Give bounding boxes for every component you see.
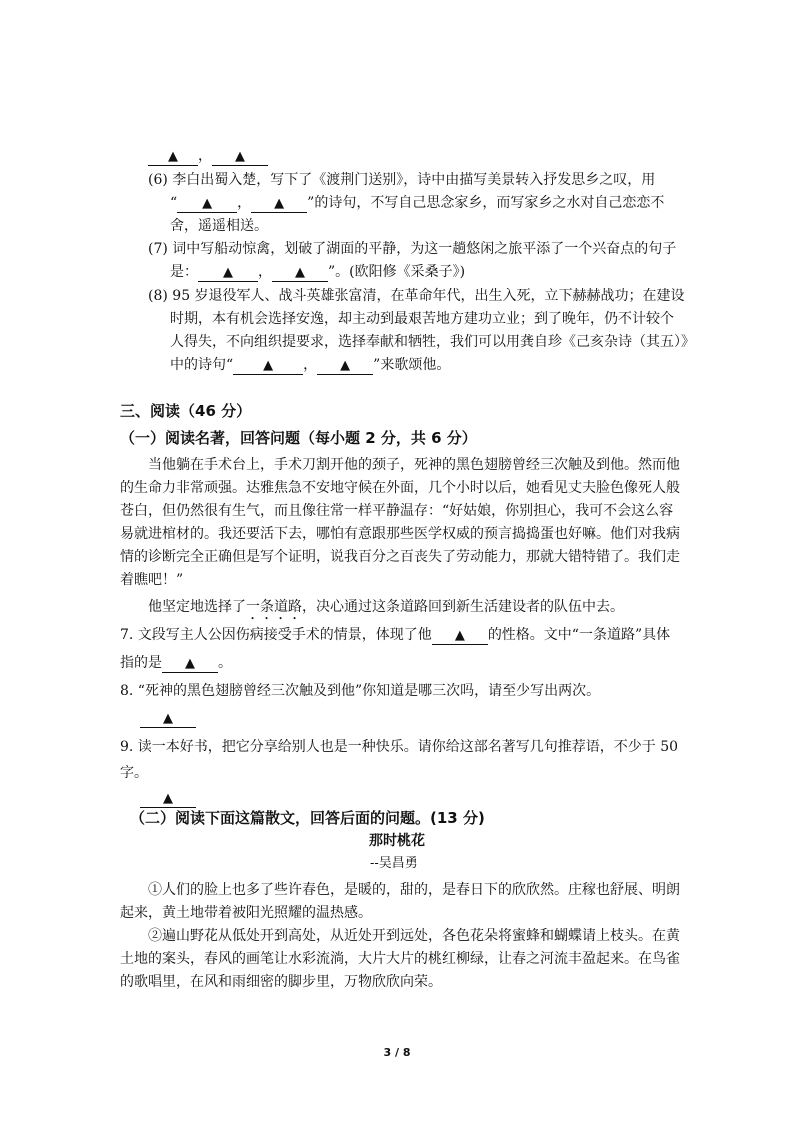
passage-line: 当他躺在手术台上，手术刀割开他的颈子，死神的黑色翅膀曾经三次触及到他。然而他 xyxy=(148,457,680,473)
passage-line: 他坚定地选择了一条道路，决心通过这条道路回到新生活建设者的队伍中去。 xyxy=(148,599,624,615)
question-7-line-2: 指的是 ▲ 。 xyxy=(120,655,232,671)
answer-blank[interactable]: ▲ xyxy=(251,196,307,213)
essay-line: ①人们的脸上也多了些许春色，是暖的，甜的，是春日下的欣欣然。庄稼也舒展、明朗 xyxy=(148,882,680,898)
part1-title: （一）阅读名著，回答问题（每小题 2 分，共 6 分） xyxy=(120,429,477,447)
q6-line-1: (6) 李白出蜀入楚，写下了《渡荆门送别》，诗中由描写美景转入抒发思乡之叹，用 xyxy=(148,172,656,188)
answer-blank[interactable]: ▲ xyxy=(233,358,303,375)
question-9-line-2: 字。 xyxy=(120,765,148,781)
question-8: 8. “死神的黑色翅膀曾经三次触及到他”你知道是哪三次吗，请至少写出两次。 xyxy=(120,683,601,699)
page-number: 3 / 8 xyxy=(383,1046,411,1059)
passage-line: 的生命力非常顽强。达雅焦急不安地守候在外面，几个小时以后，她看见丈夫脸色像死人般 xyxy=(120,480,680,496)
answer-blank[interactable]: ▲ xyxy=(317,358,373,375)
q6-line-2: “ ▲ ， ▲ ”的诗句，不写自己思念家乡，而写家乡之水对自己恋恋不 xyxy=(170,195,665,211)
essay-line: 土地的案头，春风的画笔让水彩流淌，大片大片的桃红柳绿，让春之河流丰盈起来。在鸟雀 xyxy=(120,951,680,967)
q6-line-3: 舍，遥遥相送。 xyxy=(170,218,268,234)
essay-line: ②遍山野花从低处开到高处，从近处开到远处，各色花朵将蜜蜂和蝴蝶请上枝头。在黄 xyxy=(148,928,680,944)
essay-title: 那时桃花 xyxy=(369,833,425,849)
answer-blank[interactable]: ▲ xyxy=(177,196,237,213)
q5-answer-line: ▲ ， ▲ xyxy=(148,146,268,166)
q8-line-4: 中的诗句“ ▲ ， ▲ ”来歌颂他。 xyxy=(170,357,451,373)
essay-author: --吴昌勇 xyxy=(370,856,418,871)
q8-line-3: 人得失，不向组织提要求，选择奉献和牺牲，我们可以用龚自珍《己亥杂诗（其五）》 xyxy=(170,334,695,350)
q7-line-2: 是： ▲ ， ▲ ”。(欧阳修《采桑子》) xyxy=(170,264,466,280)
question-9-line-1: 9. 读一本好书，把它分享给别人也是一种快乐。请你给这部名著写几句推荐语，不少于 50 xyxy=(120,739,679,755)
emphasized-phrase: 一条道路 xyxy=(246,599,302,615)
question-9-answer xyxy=(140,788,196,808)
passage-line: 情的诊断完全正确但是写个证明，说我百分之百丧失了劳动能力，那就大错特错了。我们走 xyxy=(120,549,680,565)
answer-blank[interactable]: ▲ xyxy=(140,791,196,808)
q7-line-1: (7) 词中写船动惊禽，划破了湖面的平静，为这一趟悠闲之旅平添了一个兴奋点的句子 xyxy=(148,241,677,257)
question-7-line-1: 7. 文段写主人公因伤病接受手术的情景，体现了他 ▲ 的性格。文中“一条道路”具体 xyxy=(120,627,671,643)
question-8-answer xyxy=(140,708,196,728)
q8-line-2: 时期，本有机会选择安逸，却主动到最艰苦地方建功立业；到了晚年，仍不计较个 xyxy=(170,311,674,327)
answer-blank[interactable]: ▲ xyxy=(148,149,198,166)
section-title: 三、阅读（46 分） xyxy=(120,402,252,420)
essay-line: 的歌唱里，在风和雨细密的脚步里，万物欣欣向荣。 xyxy=(120,974,442,990)
answer-blank[interactable]: ▲ xyxy=(432,628,488,645)
answer-blank[interactable]: ▲ xyxy=(272,265,328,282)
passage-line: 苍白，但仍然很有生气，而且像往常一样平静温存：“好姑娘，你别担心，我可不会这么容 xyxy=(120,503,674,519)
q8-line-1: (8) 95 岁退役军人、战斗英雄张富清，在革命年代，出生入死，立下赫赫战功；在建设 xyxy=(148,288,685,304)
essay-line: 起来，黄土地带着被阳光照耀的温热感。 xyxy=(120,905,372,921)
passage-line: 易就进棺材的。我还要活下去，哪怕有意跟那些医学权威的预言捣捣蛋也好嘛。他们对我病 xyxy=(120,526,680,542)
passage-line: 着瞧吧！” xyxy=(120,572,184,588)
answer-blank[interactable]: ▲ xyxy=(198,265,258,282)
part2-title: （二）阅读下面这篇散文，回答后面的问题。(13 分) xyxy=(130,809,485,827)
answer-blank[interactable]: ▲ xyxy=(212,149,268,166)
answer-blank[interactable]: ▲ xyxy=(140,711,196,728)
answer-blank[interactable]: ▲ xyxy=(162,656,218,673)
